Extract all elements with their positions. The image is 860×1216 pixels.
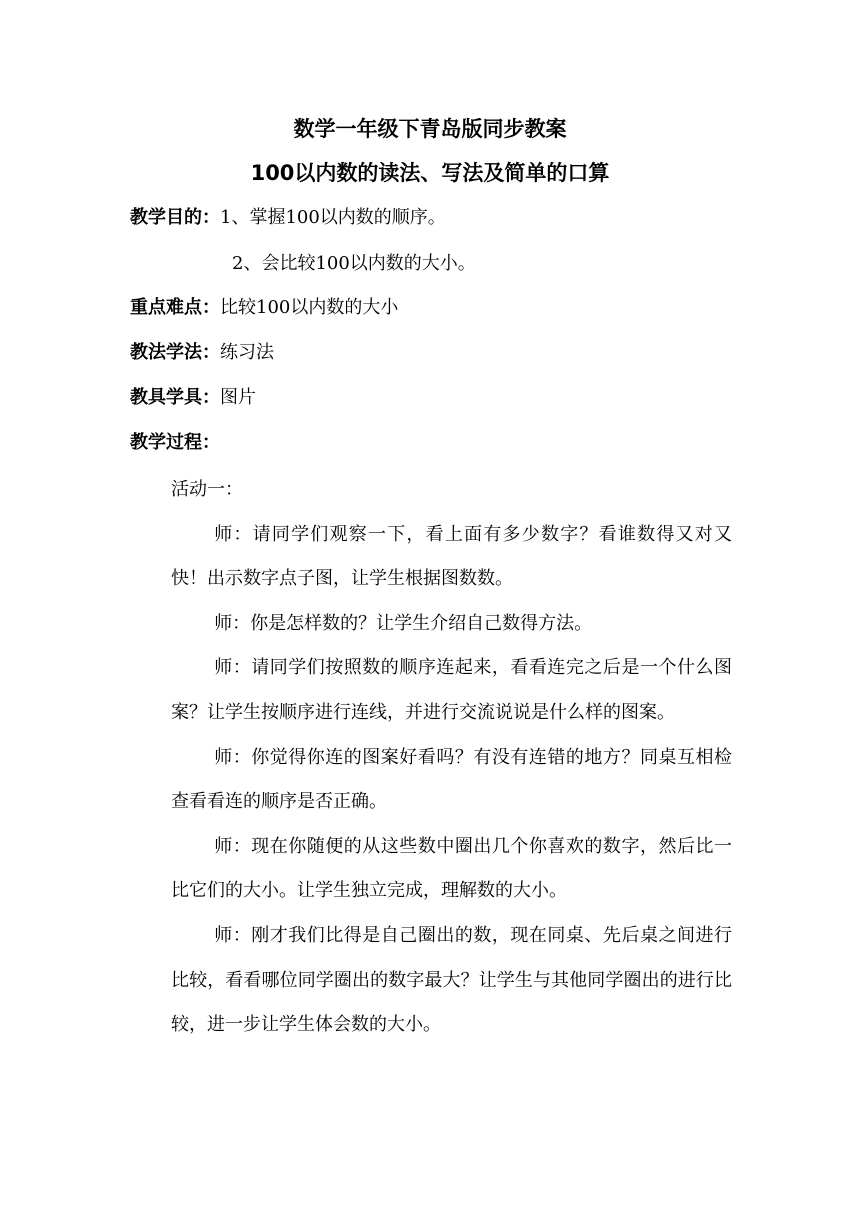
tools-label: 教具学具： [130, 387, 220, 408]
key-points-label: 重点难点： [130, 297, 220, 318]
objectives-row [130, 204, 446, 232]
lesson-subtitle: 100以内数的读法、写法及简单的口算 [250, 161, 610, 185]
methods-row [130, 339, 274, 367]
activity-paragraph: 师：请同学们按照数的顺序连起来，看看连完之后是一个什么图案？让学生按顺序进行连线，并进行交流说说是什么样的图案。 [171, 657, 732, 723]
activity-heading: 活动一： [171, 479, 243, 500]
activity-paragraph: 师：刚才我们比得是自己圈出的数，现在同桌、先后桌之间进行比较，看看哪位同学圈出的数字最大？让学生与其他同学圈出的进行比较，进一步让学生体会数的大小。 [171, 924, 732, 1036]
document-title: 数学一年级下青岛版同步教案 [293, 117, 567, 141]
objective-item-1: 1、掌握100以内数的顺序。 [220, 207, 446, 228]
methods-label: 教法学法： [130, 342, 220, 363]
methods-value: 练习法 [220, 342, 274, 363]
tools-row [130, 384, 256, 412]
activity-paragraph: 师：你觉得你连的图案好看吗？有没有连错的地方？同桌互相检查看看连的顺序是否正确。 [171, 746, 732, 813]
key-points-value: 比较100以内数的大小 [220, 297, 399, 318]
activity-paragraph: 师：现在你随便的从这些数中圈出几个你喜欢的数字，然后比一比它们的大小。让学生独立完成，理解数的大小。 [171, 835, 732, 902]
activity-paragraph: 师：请同学们观察一下，看上面有多少数字？看谁数得又对又快！出示数字点子图，让学生根据图数数。 [171, 523, 732, 590]
tools-value: 图片 [220, 387, 256, 408]
activity-paragraph: 师：你是怎样数的？让学生介绍自己数得方法。 [214, 612, 593, 634]
activity-section [171, 468, 732, 1048]
process-label: 教学过程： [130, 432, 220, 453]
objective-item-2: 2、会比较100以内数的大小。 [232, 253, 476, 274]
key-points-row [130, 294, 398, 322]
objectives-row-2 [232, 250, 476, 278]
objectives-label: 教学目的： [130, 207, 220, 228]
process-row [130, 429, 220, 457]
